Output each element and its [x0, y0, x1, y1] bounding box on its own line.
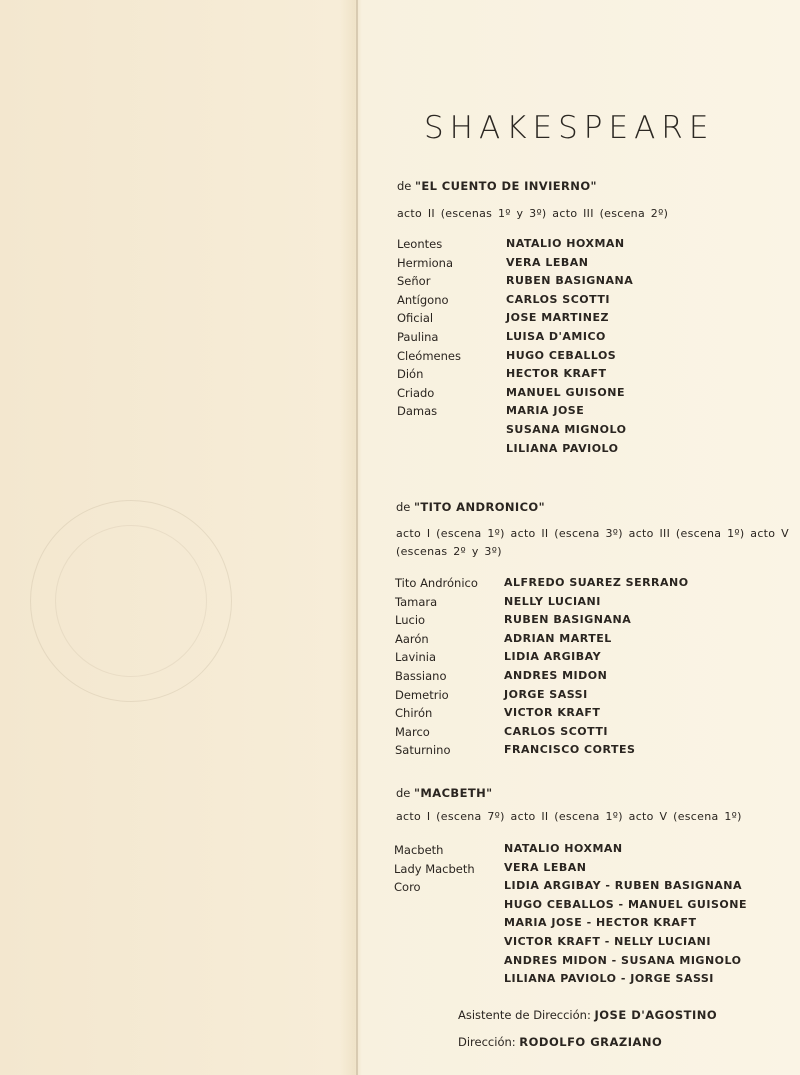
- play-title: "EL CUENTO DE INVIERNO": [415, 179, 597, 193]
- play-title: "TITO ANDRONICO": [414, 500, 545, 514]
- actor-name: JORGE SASSI: [504, 687, 588, 701]
- role-name: Antígono: [397, 292, 449, 307]
- role-name: Chirón: [395, 706, 433, 721]
- scene-info-line1: acto I (escena 1º) acto II (escena 3º) acto III (escena 1º) acto V: [396, 527, 789, 540]
- play-heading-macbeth: [396, 786, 493, 800]
- actor-name: RUBEN BASIGNANA: [504, 613, 632, 627]
- actor-name: LIDIA ARGIBAY: [504, 650, 602, 664]
- role-name: Tito Andrónico: [395, 576, 478, 590]
- assistant-director-credit: [458, 1008, 717, 1022]
- role-name: Damas: [397, 404, 438, 419]
- role-name: Lavinia: [395, 650, 436, 665]
- role-name: Señor: [397, 274, 431, 289]
- role-name: Coro: [394, 880, 421, 895]
- role-name: Demetrio: [395, 687, 449, 702]
- actor-name: ALFREDO SUAREZ SERRANO: [504, 576, 689, 589]
- actor-name: CARLOS SCOTTI: [504, 724, 608, 738]
- director-name: RODOLFO GRAZIANO: [519, 1035, 663, 1049]
- actor-name: LUISA D'AMICO: [506, 330, 606, 343]
- director-label: Dirección:: [458, 1035, 516, 1049]
- actor-name: VERA LEBAN: [504, 860, 587, 874]
- play-heading-tito: [396, 500, 545, 514]
- actor-name: CARLOS SCOTTI: [506, 292, 610, 306]
- actor-name: SUSANA MIGNOLO: [506, 423, 627, 436]
- assistant-label: Asistente de Dirección:: [458, 1008, 591, 1022]
- scene-info: acto II (escenas 1º y 3º) acto III (escena 2º): [397, 207, 669, 220]
- page-fold: [356, 0, 358, 1075]
- role-name: Tamara: [395, 594, 438, 609]
- watermark-circle-inner: [55, 525, 207, 677]
- actor-name: RUBEN BASIGNANA: [506, 274, 634, 288]
- director-credit: [458, 1035, 662, 1049]
- role-name: Macbeth: [394, 843, 444, 857]
- role-name: Oficial: [397, 311, 434, 326]
- actor-name: HUGO CEBALLOS: [506, 348, 617, 362]
- actor-name: VERA LEBAN: [506, 255, 589, 269]
- role-name: Lucio: [395, 613, 426, 628]
- actor-name: MARIA JOSE - HECTOR KRAFT: [504, 916, 697, 930]
- actor-name: FRANCISCO CORTES: [504, 743, 636, 757]
- actor-name: NELLY LUCIANI: [504, 594, 601, 608]
- actor-name: NATALIO HOXMAN: [504, 842, 623, 855]
- assistant-name: JOSE D'AGOSTINO: [594, 1008, 718, 1022]
- actor-name: HECTOR KRAFT: [506, 367, 607, 381]
- role-name: Hermiona: [397, 255, 454, 270]
- actor-name: NATALIO HOXMAN: [506, 237, 625, 250]
- actor-name: LIDIA ARGIBAY - RUBEN BASIGNANA: [504, 879, 743, 893]
- actor-name: JOSE MARTINEZ: [506, 311, 609, 325]
- role-name: Saturnino: [395, 743, 451, 758]
- role-name: Aarón: [395, 631, 429, 646]
- page-title: SHAKESPEARE: [424, 110, 715, 146]
- role-name: Cleómenes: [397, 348, 461, 363]
- role-name: Criado: [397, 385, 435, 400]
- de-word: de: [397, 179, 412, 193]
- de-word: de: [396, 500, 411, 514]
- de-word: de: [396, 786, 411, 800]
- role-name: Lady Macbeth: [394, 861, 475, 876]
- actor-name: HUGO CEBALLOS - MANUEL GUISONE: [504, 897, 747, 911]
- actor-name: VICTOR KRAFT: [504, 706, 601, 720]
- play-title: "MACBETH": [414, 786, 493, 800]
- actor-name: ADRIAN MARTEL: [504, 631, 612, 645]
- actor-name: LILIANA PAVIOLO: [506, 441, 619, 455]
- scene-info-line2: (escenas 2º y 3º): [396, 545, 502, 558]
- scene-info: acto I (escena 7º) acto II (escena 1º) acto V (escena 1º): [396, 810, 742, 823]
- role-name: Leontes: [397, 237, 443, 251]
- role-name: Paulina: [397, 330, 439, 344]
- actor-name: ANDRES MIDON: [504, 669, 608, 682]
- role-name: Marco: [395, 724, 430, 739]
- actor-name: VICTOR KRAFT - NELLY LUCIANI: [504, 935, 711, 948]
- actor-name: MANUEL GUISONE: [506, 385, 625, 399]
- actor-name: ANDRES MIDON - SUSANA MIGNOLO: [504, 953, 742, 967]
- actor-name: LILIANA PAVIOLO - JORGE SASSI: [504, 972, 714, 986]
- role-name: Bassiano: [395, 669, 447, 683]
- actor-name: MARIA JOSE: [506, 404, 585, 418]
- role-name: Dión: [397, 367, 424, 382]
- play-heading-cuento: [397, 179, 597, 193]
